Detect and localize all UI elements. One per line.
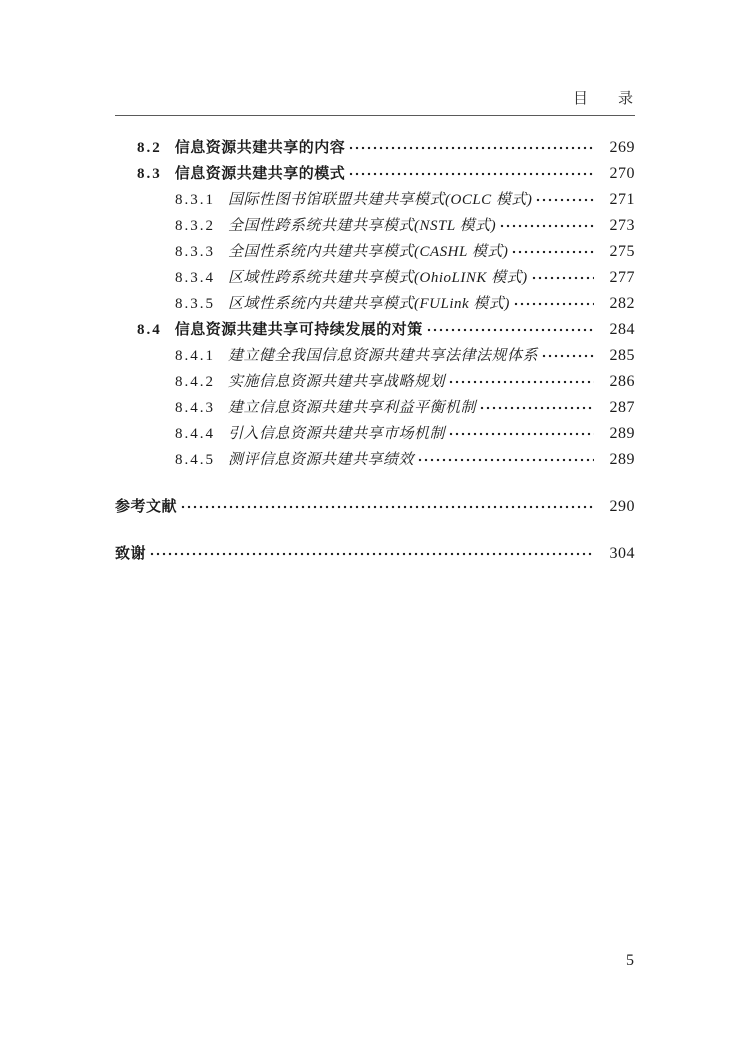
entry-title: 信息资源共建共享可持续发展的对策 — [174, 322, 423, 338]
dot-leader — [348, 161, 594, 187]
entry-title: 全国性跨系统共建共享模式(NSTL 模式) — [228, 218, 497, 234]
toc-entry — [115, 265, 635, 291]
toc-entry — [115, 369, 635, 395]
entry-number: 8.3.3 — [175, 244, 215, 260]
entry-number: 8.2 — [137, 140, 162, 156]
entry-title: 全国性系统内共建共享模式(CASHL 模式) — [228, 244, 509, 260]
toc-entry — [115, 541, 635, 567]
entry-page-number: 285 — [609, 347, 635, 364]
entry-page-number: 282 — [609, 295, 635, 312]
dot-leader — [426, 317, 594, 343]
table-of-contents — [115, 135, 635, 567]
dot-leader — [448, 421, 594, 447]
entry-page-number: 289 — [609, 425, 635, 442]
dot-leader — [448, 369, 594, 395]
dot-leader — [180, 494, 594, 520]
toc-entry — [115, 291, 635, 317]
toc-entry — [115, 317, 635, 343]
entry-title: 建立信息资源共建共享利益平衡机制 — [228, 400, 477, 416]
dot-leader — [149, 541, 594, 567]
entry-page-number: 270 — [609, 165, 635, 182]
entry-page-number: 269 — [609, 139, 635, 156]
entry-number: 8.3.5 — [175, 296, 215, 312]
entry-title: 引入信息资源共建共享市场机制 — [228, 426, 446, 442]
entry-page-number: 290 — [609, 498, 635, 515]
entry-number: 8.4.2 — [175, 374, 215, 390]
entry-page-number: 277 — [609, 269, 635, 286]
entry-title: 信息资源共建共享的内容 — [174, 140, 346, 156]
toc-entry — [115, 213, 635, 239]
entry-number: 8.3.1 — [175, 192, 215, 208]
toc-entry — [115, 239, 635, 265]
entry-number: 8.3.2 — [175, 218, 215, 234]
entry-page-number: 286 — [609, 373, 635, 390]
entry-page-number: 287 — [609, 399, 635, 416]
page-number: 5 — [626, 952, 634, 969]
toc-entry — [115, 161, 635, 187]
dot-leader — [499, 213, 594, 239]
toc-entry — [115, 343, 635, 369]
entry-title: 参考文献 — [115, 499, 178, 515]
toc-entry — [115, 494, 635, 520]
entry-page-number: 273 — [609, 217, 635, 234]
entry-page-number: 275 — [609, 243, 635, 260]
entry-page-number: 289 — [609, 451, 635, 468]
entry-number: 8.4.3 — [175, 400, 215, 416]
dot-leader — [348, 135, 594, 161]
entry-title: 信息资源共建共享的模式 — [174, 166, 346, 182]
entry-page-number: 304 — [609, 545, 635, 562]
entry-title: 测评信息资源共建共享绩效 — [228, 452, 415, 468]
entry-number: 8.4.1 — [175, 348, 215, 364]
entry-title: 实施信息资源共建共享战略规划 — [228, 374, 446, 390]
page-content — [115, 88, 635, 567]
entry-title: 区域性跨系统共建共享模式(OhioLINK 模式) — [228, 270, 528, 286]
entry-number: 8.3.4 — [175, 270, 215, 286]
entry-title: 区域性系统内共建共享模式(FULink 模式) — [228, 296, 510, 312]
dot-leader — [513, 291, 594, 317]
dot-leader — [479, 395, 594, 421]
entry-page-number: 271 — [609, 191, 635, 208]
toc-entry — [115, 421, 635, 447]
toc-entry — [115, 187, 635, 213]
entry-number: 8.3 — [137, 166, 162, 182]
page-header-title: 目 录 — [115, 88, 635, 116]
entry-title: 建立健全我国信息资源共建共享法律法规体系 — [228, 348, 539, 364]
entry-number: 8.4.5 — [175, 452, 215, 468]
entry-number: 8.4 — [137, 322, 162, 338]
entry-title: 国际性图书馆联盟共建共享模式(OCLC 模式) — [228, 192, 533, 208]
dot-leader — [417, 447, 594, 473]
entry-title: 致谢 — [115, 546, 147, 562]
dot-leader — [531, 265, 594, 291]
dot-leader — [535, 187, 594, 213]
dot-leader — [541, 343, 594, 369]
entry-page-number: 284 — [609, 321, 635, 338]
toc-entry — [115, 395, 635, 421]
toc-entry — [115, 447, 635, 473]
dot-leader — [511, 239, 594, 265]
toc-entry — [115, 135, 635, 161]
entry-number: 8.4.4 — [175, 426, 215, 442]
